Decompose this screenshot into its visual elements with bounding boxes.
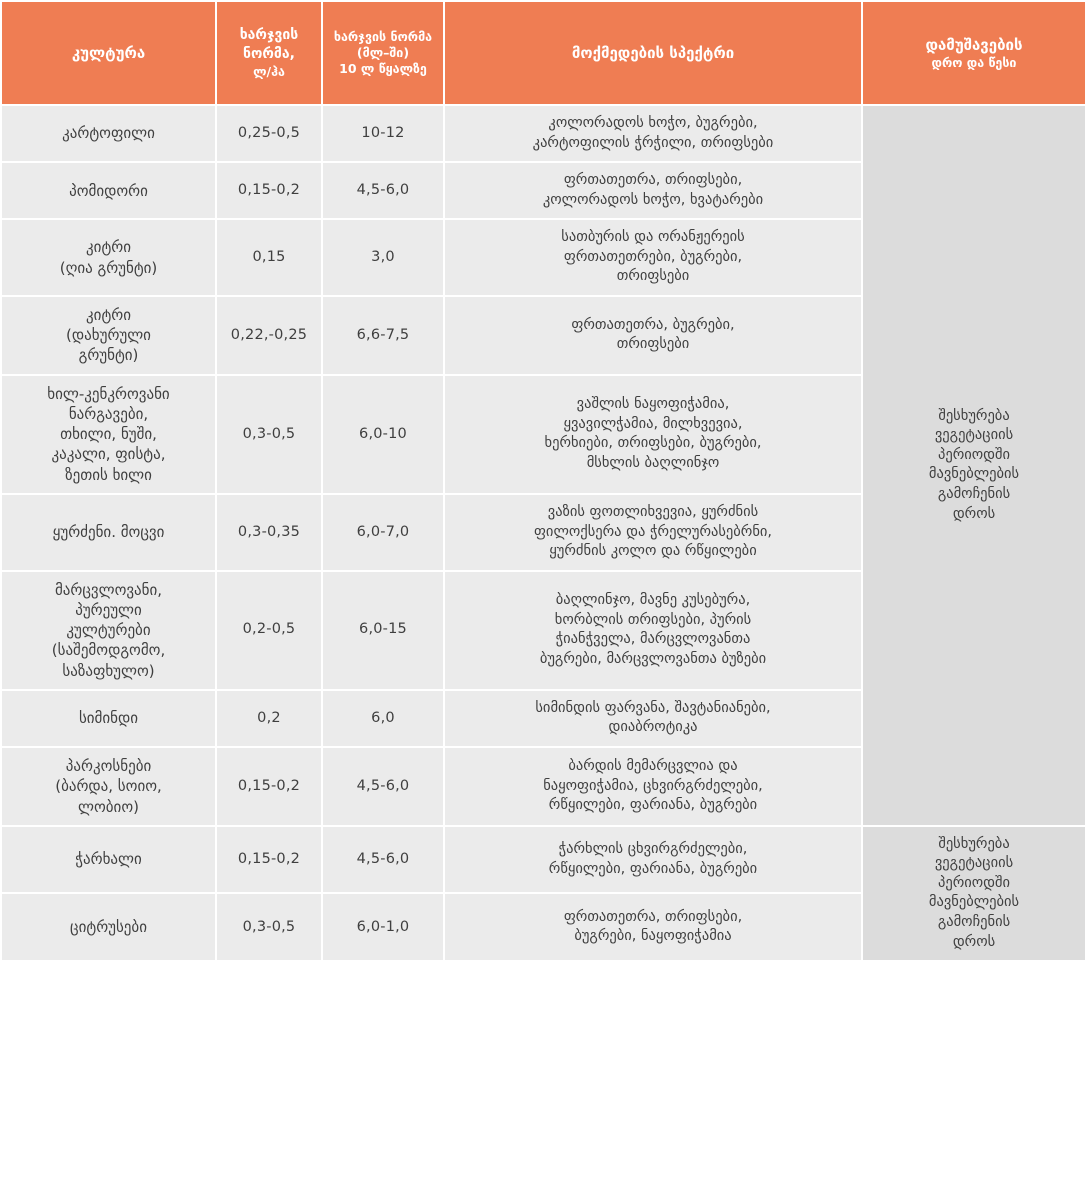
cell-timing-group-2: შესხურება ვეგეტაციის პერიოდში მავნებლების გამოჩენის დროს <box>862 826 1085 961</box>
cell-norm-ml: 6,0 <box>322 690 444 747</box>
cell-sector: ბარდის მემარცვლია და ნაყოფიჭამია, ცხვირგრძელები, რწყილები, ფარიანა, ბუგრები <box>444 747 862 826</box>
cell-sector: ვაზის ფოთლიხვევია, ყურძნის ფილოქსერა და ჭრელურასებრნი, ყურძნის კოლო და რწყილები <box>444 494 862 571</box>
cell-norm-l-ha: 0,2-0,5 <box>216 571 322 690</box>
cell-norm-l-ha: 0,15 <box>216 219 322 296</box>
cell-norm-l-ha: 0,15-0,2 <box>216 826 322 894</box>
cell-culture: პომიდორი <box>1 162 216 219</box>
header-norm-l-ha-label: ხარჯვის ნორმა, <box>239 26 299 62</box>
header-timing <box>862 1 1085 105</box>
table-row <box>1 105 1085 162</box>
header-norm-ml-sub: 10 ლ წყალზე <box>339 61 427 77</box>
header-row <box>1 1 1085 105</box>
header-norm-l-ha-sub: ლ/ჰა <box>253 63 285 79</box>
cell-norm-l-ha: 0,22,-0,25 <box>216 296 322 375</box>
cell-sector: ჭარხლის ცხვირგრძელები, რწყილები, ფარიანა, ბუგრები <box>444 826 862 894</box>
cell-culture: მარცვლოვანი, პურეული კულტურები (საშემოდგომო, საზაფხულო) <box>1 571 216 690</box>
cell-norm-ml: 10-12 <box>322 105 444 162</box>
header-norm-ml-label: ხარჯვის ნორმა (მლ–ში) <box>333 28 433 60</box>
table-body <box>1 105 1085 961</box>
cell-culture: ციტრუსები <box>1 893 216 961</box>
cell-sector: ბაღლინჯო, მავნე კუსებურა, ხორბლის თრიფსები, პურის ჭიანჭველა, მარცვლოვანთა ბუგრები, მარცვლოვანთა ბუზები <box>444 571 862 690</box>
header-sector-label: მოქმედების სპექტრი <box>571 43 735 62</box>
cell-culture: კიტრი (დახურული გრუნტი) <box>1 296 216 375</box>
cell-norm-l-ha: 0,3-0,5 <box>216 893 322 961</box>
cell-culture: სიმინდი <box>1 690 216 747</box>
cell-norm-ml: 6,0-10 <box>322 375 444 494</box>
table-header <box>1 1 1085 105</box>
cell-norm-l-ha: 0,15-0,2 <box>216 747 322 826</box>
cell-sector: ფრთათეთრა, თრიფსები, კოლორადოს ხოჭო, ხვატარები <box>444 162 862 219</box>
cell-culture: კარტოფილი <box>1 105 216 162</box>
header-timing-sub: დრო და წესი <box>931 55 1017 70</box>
cell-sector: სიმინდის ფარვანა, შავტანიანები, დიაბროტიკა <box>444 690 862 747</box>
cell-culture: ყურძენი. მოცვი <box>1 494 216 571</box>
cell-norm-l-ha: 0,3-0,35 <box>216 494 322 571</box>
cell-sector: სათბურის და ორანჟერეის ფრთათეთრები, ბუგრები, თრიფსები <box>444 219 862 296</box>
cell-norm-l-ha: 0,3-0,5 <box>216 375 322 494</box>
cell-culture: ხილ-კენკროვანი ნარგავები, თხილი, ნუში, კაკალი, ფისტა, ზეთის ხილი <box>1 375 216 494</box>
cell-sector: ვაშლის ნაყოფიჭამია, ყვავილჭამია, მილხვევია, ხერხიები, თრიფსები, ბუგრები, მსხლის ბაღლინჯო <box>444 375 862 494</box>
cell-timing-group-1: შესხურება ვეგეტაციის პერიოდში მავნებლების გამოჩენის დროს <box>862 105 1085 826</box>
cell-culture: კიტრი (ღია გრუნტი) <box>1 219 216 296</box>
cell-norm-ml: 4,5-6,0 <box>322 162 444 219</box>
header-sector <box>444 1 862 105</box>
cell-sector: ფრთათეთრა, ბუგრები, თრიფსები <box>444 296 862 375</box>
cell-norm-ml: 4,5-6,0 <box>322 747 444 826</box>
header-norm-ml <box>322 1 444 105</box>
cell-norm-ml: 6,0-15 <box>322 571 444 690</box>
cell-norm-ml: 6,0-7,0 <box>322 494 444 571</box>
header-norm-l-ha <box>216 1 322 105</box>
cell-culture: ჭარხალი <box>1 826 216 894</box>
cell-sector: კოლორადოს ხოჭო, ბუგრები, კარტოფილის ჭრჭილი, თრიფსები <box>444 105 862 162</box>
cell-norm-l-ha: 0,2 <box>216 690 322 747</box>
cell-norm-ml: 3,0 <box>322 219 444 296</box>
cell-culture: პარკოსნები (ბარდა, სოიო, ლობიო) <box>1 747 216 826</box>
header-culture-label: კულტურა <box>71 43 146 62</box>
cell-norm-l-ha: 0,15-0,2 <box>216 162 322 219</box>
table-row <box>1 826 1085 894</box>
cell-norm-ml: 6,0-1,0 <box>322 893 444 961</box>
cell-norm-ml: 4,5-6,0 <box>322 826 444 894</box>
header-timing-label: დამუშავების <box>925 35 1023 54</box>
cell-sector: ფრთათეთრა, თრიფსები, ბუგრები, ნაყოფიჭამია <box>444 893 862 961</box>
header-culture <box>1 1 216 105</box>
cell-norm-ml: 6,6-7,5 <box>322 296 444 375</box>
cell-norm-l-ha: 0,25-0,5 <box>216 105 322 162</box>
